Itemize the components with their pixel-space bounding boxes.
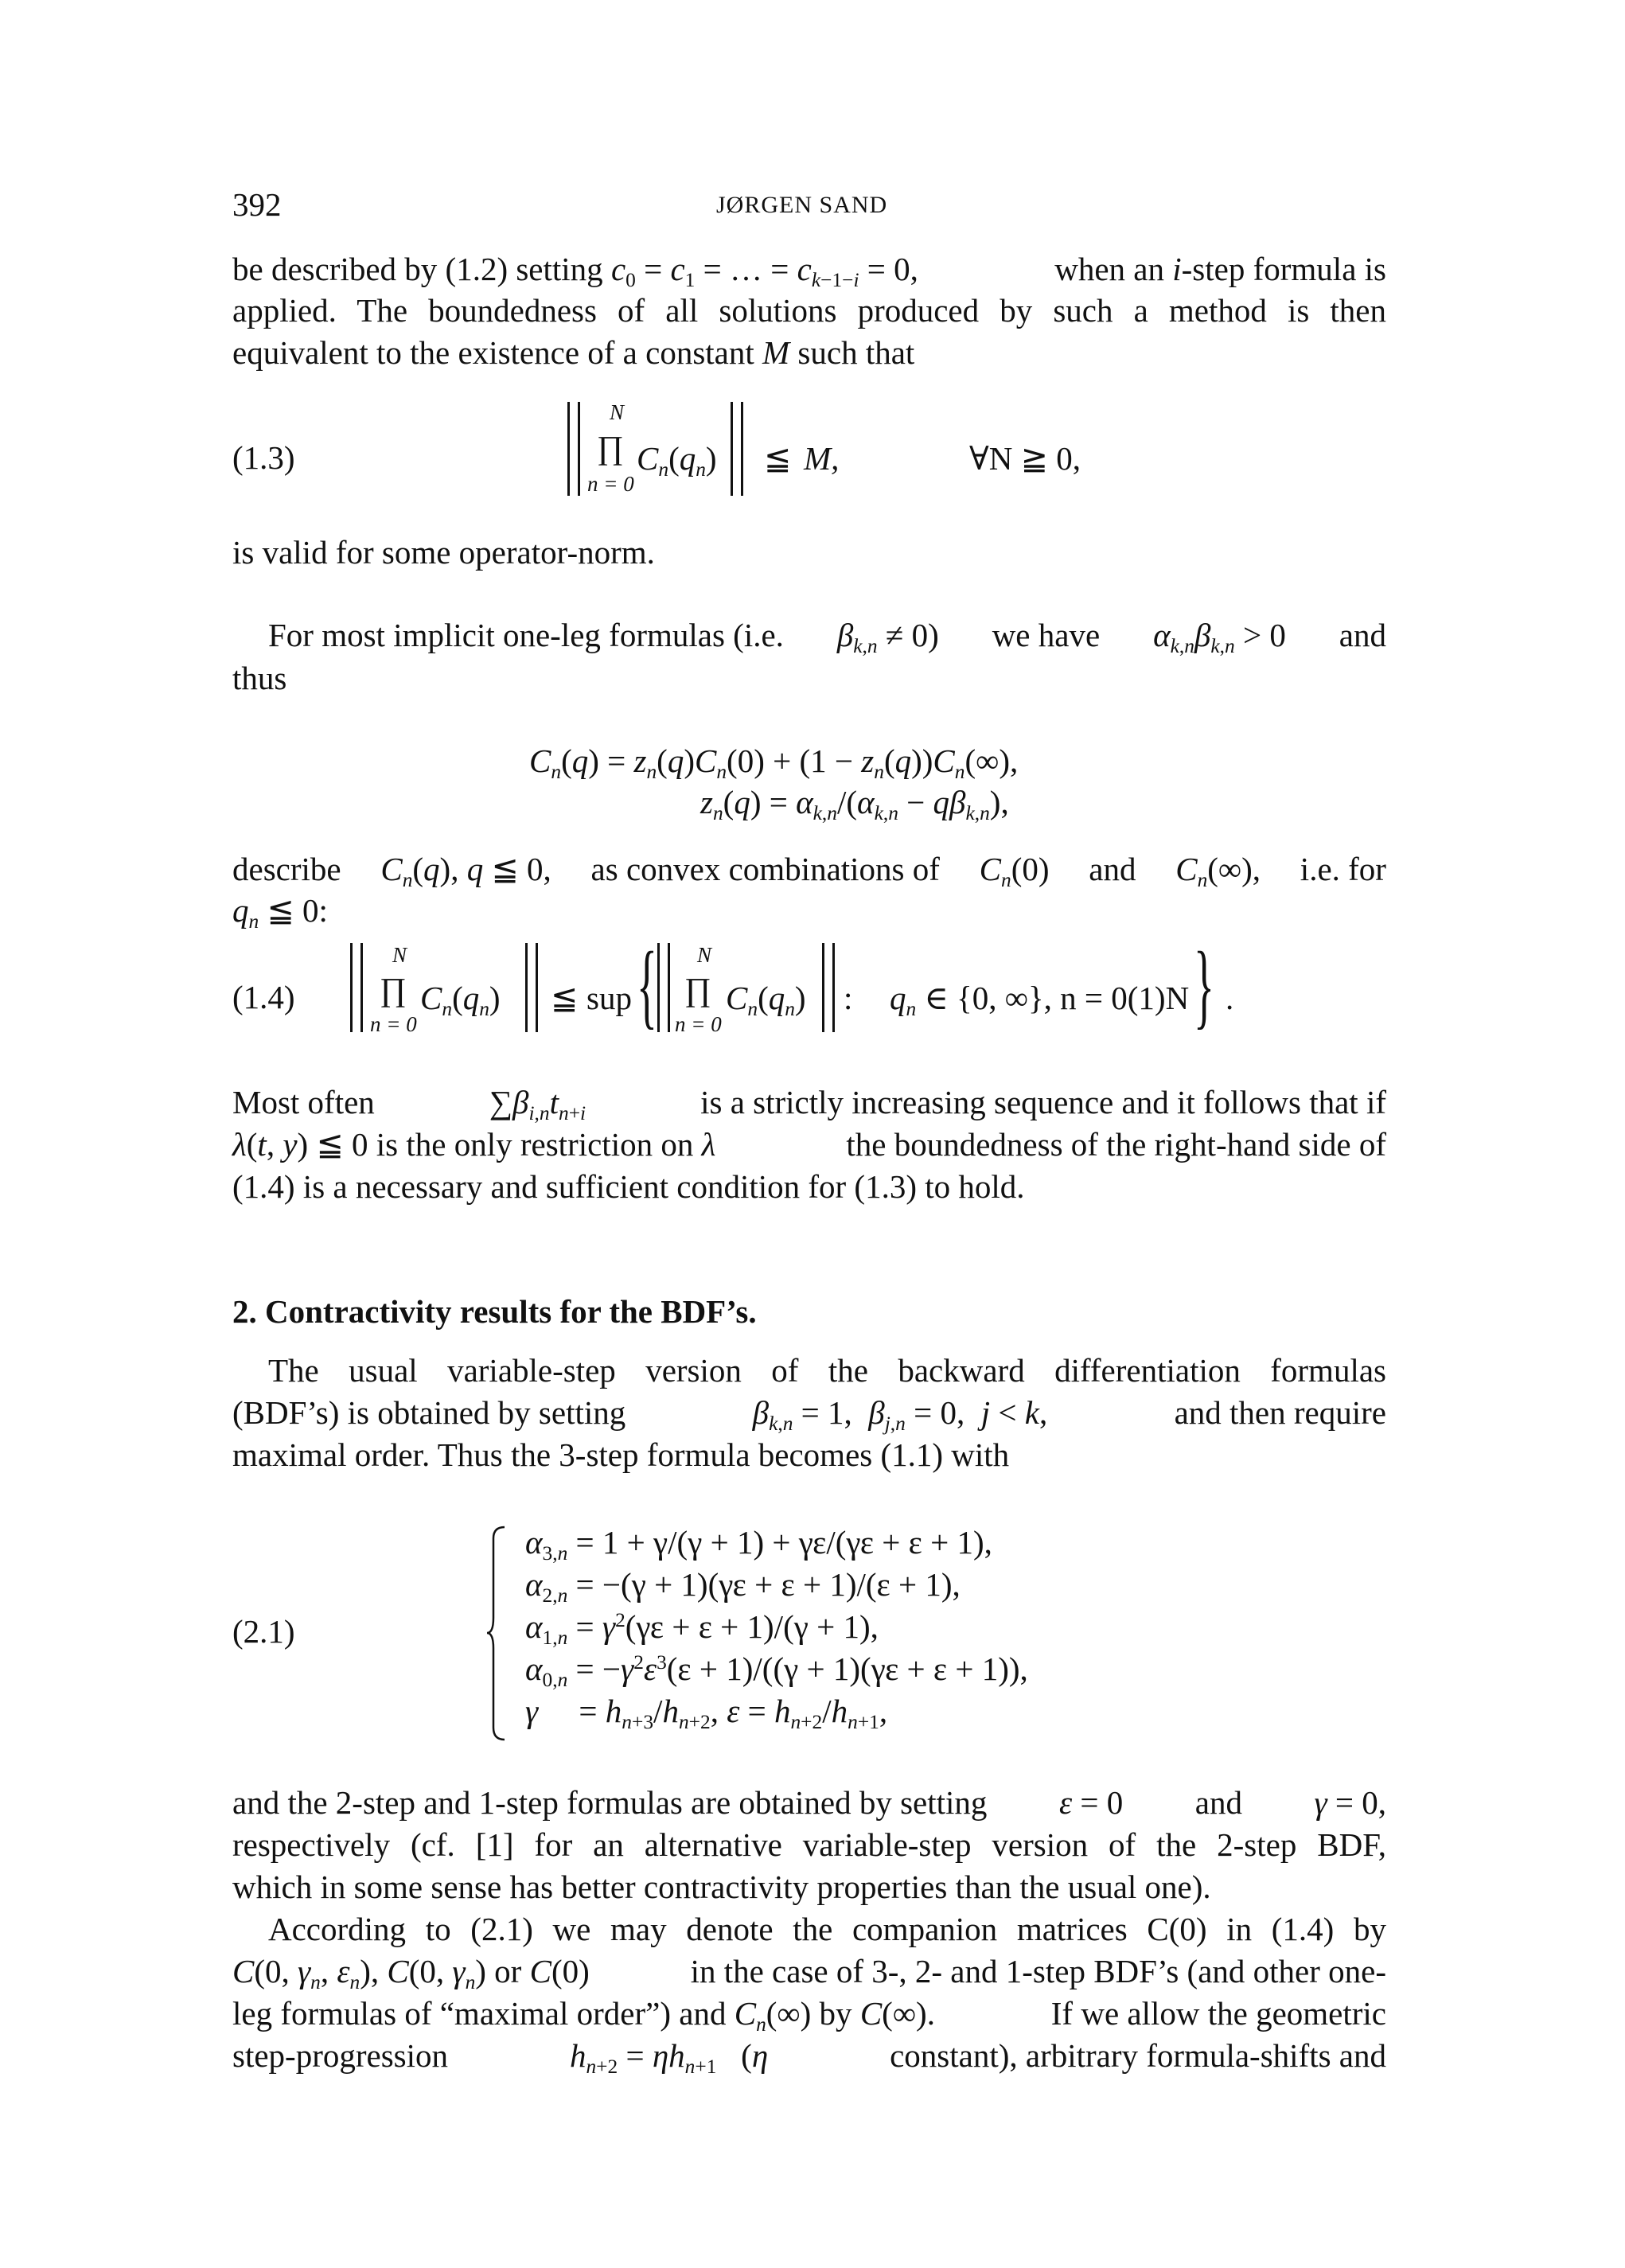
eq21-row5: γ = $h_{n+3}/h_{n+2}$, $\varepsilon = h_{n+2}/h_{n+1}$,	[525, 1693, 888, 1734]
norm-bar-left	[567, 402, 580, 496]
page-number: 392	[232, 186, 282, 223]
eq14-set: $q_n$ ∈ {0, ∞}, n = 0(1)N	[890, 980, 1190, 1021]
left-brace: {	[637, 932, 657, 1038]
prod-lower-limit-1: n = 0	[370, 1012, 417, 1036]
right-brace: }	[1194, 932, 1214, 1038]
eq21-row1: $\alpha_{3,n} = 1 + \gamma/(\gamma + 1) + \gamma\varepsilon/(\gamma\varepsilon + \varepsilon + 1)$,	[525, 1524, 992, 1565]
para5-line2: λ(t, y) ≦ 0 is the only restriction on λ the boundedness of the right-hand side of	[232, 1126, 1386, 1163]
eq13-forall: ∀N ≧ 0,	[969, 440, 1081, 477]
prod-upper-limit-1: N	[392, 943, 407, 967]
eq14-sup: sup	[586, 980, 632, 1016]
para7-line1: and the 2-step and 1-step formulas are obtained by setting ε = 0 and γ = 0,	[232, 1784, 1386, 1821]
cn-qn: $C_n(q_n)$	[637, 440, 717, 481]
product-symbol-1: ∏	[380, 971, 407, 1007]
para3-line2: thus	[232, 660, 287, 696]
para2: is valid for some operator-norm.	[232, 534, 655, 571]
running-title: JØRGEN SAND	[716, 192, 888, 218]
norm-bar-right-2	[822, 943, 835, 1032]
para3-line1: For most implicit one-leg formulas (i.e. $\beta_{k,n} \ne 0$) we have $\alpha_{k,n}\beta_{k,n} > 0$ and	[268, 617, 1386, 658]
eq14-period: .	[1226, 980, 1234, 1016]
eq21-row3: $\alpha_{1,n} = \gamma^2(\gamma\varepsilon + \varepsilon + 1)/(\gamma + 1)$,	[525, 1608, 879, 1650]
eq14-le: ≦	[551, 980, 579, 1016]
product-symbol: ∏	[597, 429, 624, 466]
para8-line4: step-progression $h_{n+2} = \eta h_{n+1}$ (η constant), arbitrary formula-shifts and	[232, 2037, 1386, 2079]
prod-upper-limit-2: N	[697, 943, 712, 967]
eq-label-1-3: (1.3)	[232, 439, 295, 476]
eq13-le: ≦	[764, 440, 792, 477]
eq21-row2: $\alpha_{2,n} = -(\gamma + 1)(\gamma\varepsilon + \varepsilon + 1)/(\varepsilon + 1)$,	[525, 1566, 961, 1607]
para6-line2: (BDF’s) is obtained by setting $\beta_{k,n} = 1$, $\beta_{j,n} = 0$, j < k, and then require	[232, 1394, 1386, 1436]
eq13-M: M,	[804, 440, 840, 477]
para7-line3: which in some sense has better contractivity properties than the usual one).	[232, 1869, 1211, 1905]
norm-bar-left-2	[657, 943, 670, 1032]
para5-line1: Most often $\sum\beta_{i,n}t_{n+i}$ is a strictly increasing sequence and it follows that if	[232, 1084, 1386, 1125]
para7-line2: respectively (cf. [1] for an alternative variable-step version of the 2-step BDF,	[232, 1826, 1386, 1863]
para1-line1: be described by (1.2) setting $c_0 = c_1$ = … = $c_{k-1-i} = 0$, when an i-step formula is	[232, 251, 1386, 292]
conv-line2: $z_n(q) = \alpha_{k,n}/(\alpha_{k,n} - q\beta_{k,n})$,	[700, 784, 1009, 825]
para4-line1: describe $C_n(q)$, q ≦ 0, as convex combinations of $C_n(0)$ and $C_n(\infty)$, i.e. for	[232, 851, 1386, 892]
para4-line2: $q_n$ ≦ 0:	[232, 892, 328, 933]
eq21-row4: $\alpha_{0,n} = -\gamma^2\varepsilon^3(\varepsilon + 1)/((\gamma + 1)(\gamma\varepsilon + \varepsilon + 1))$,	[525, 1650, 1028, 1692]
eq-label-2-1: (2.1)	[232, 1613, 295, 1650]
system-brace	[485, 1524, 508, 1743]
norm-bar-right	[731, 402, 743, 496]
para5-line3: (1.4) is a necessary and sufficient condition for (1.3) to hold.	[232, 1168, 1025, 1205]
section-heading: 2. Contractivity results for the BDF’s.	[232, 1293, 757, 1330]
conv-line1: $C_n(q) = z_n(q)C_n(0) + (1 - z_n(q))C_n(\infty)$,	[529, 742, 1019, 784]
para8-line2: C(0, $\gamma_n$, $\varepsilon_n$), C(0, $\gamma_n$) or C(0) in the case of 3-, 2- and 1-step BDF’s (and other one-	[232, 1953, 1386, 1994]
prod-upper-limit: N	[610, 400, 625, 424]
para1-line3: equivalent to the existence of a constant M such that	[232, 334, 915, 371]
cn-qn-1: $C_n(q_n)$	[420, 980, 501, 1021]
para8-line3: leg formulas of “maximal order”) and $C_n(\infty)$ by C(∞). If we allow the geometric	[232, 1995, 1386, 2036]
cn-qn-2: $C_n(q_n)$	[726, 980, 806, 1021]
prod-lower-limit: n = 0	[587, 472, 634, 496]
para8-line1: According to (2.1) we may denote the companion matrices C(0) in (1.4) by	[268, 1911, 1386, 1947]
para1-line2: applied. The boundedness of all solutions produced by such a method is then	[232, 292, 1386, 329]
norm-bar-right-1	[525, 943, 538, 1032]
prod-lower-limit-2: n = 0	[675, 1012, 722, 1036]
product-symbol-2: ∏	[684, 971, 711, 1007]
para6-line3: maximal order. Thus the 3-step formula becomes (1.1) with	[232, 1436, 1010, 1473]
eq14-colon: :	[844, 980, 853, 1016]
eq-label-1-4: (1.4)	[232, 979, 295, 1015]
norm-bar-left-1	[350, 943, 363, 1032]
para6-line1: The usual variable-step version of the backward differentiation formulas	[268, 1352, 1386, 1389]
